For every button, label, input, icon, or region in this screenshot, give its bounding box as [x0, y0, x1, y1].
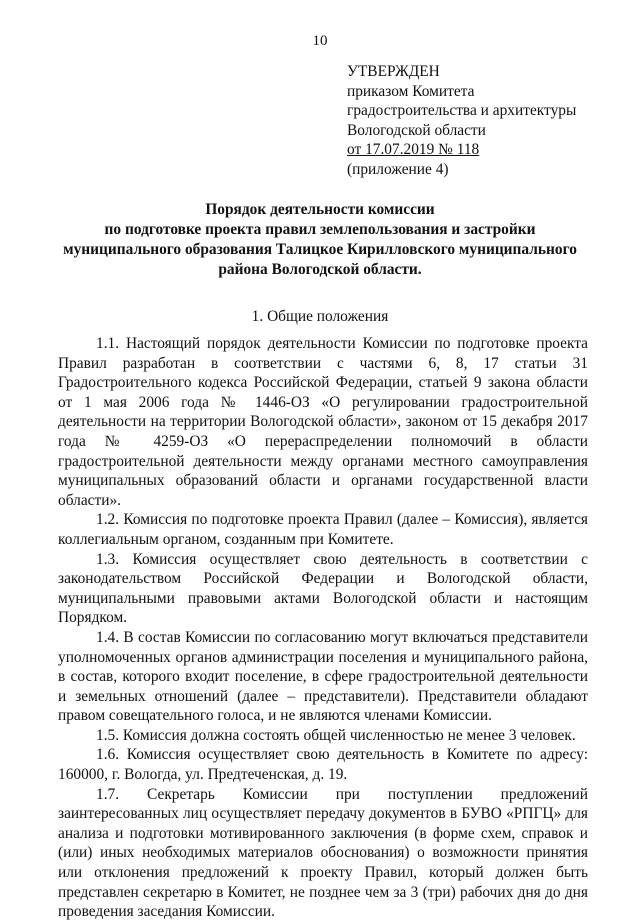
page-number: 10 [312, 33, 328, 49]
paragraph-1-2: 1.2. Комиссия по подготовке проекта Правил (далее – Комиссия), является коллегиальным органом, созданным при Комитете. [58, 511, 588, 548]
paragraph-1-5: 1.5. Комиссия должна состоять общей численностью не менее 3 человек. [96, 726, 576, 744]
title-line-1: Порядок деятельности комиссии [205, 201, 435, 218]
paragraph-1-4: 1.4. В состав Комиссии по согласованию могут включаться представители уполномоченных органов администрации поселения и муниципального района, в состав, которого входит поселение, в сфере градостроительной деятельности и земельных отношений (далее – представители). Представители обладают правом совещательного голоса, и не являются членами Комиссии. [58, 628, 588, 725]
title-line-2: по подготовке проекта правил землепользования и застройки [104, 221, 536, 238]
title-line-3: муниципального образования Талицкое Кирилловского муниципального [63, 241, 577, 258]
approval-date-number: от 17.07.2019 № 118 [347, 141, 480, 158]
document-body [58, 334, 588, 922]
document-title [40, 200, 600, 280]
paragraph-1-7: 1.7. Секретарь Комиссии при поступлении предложений заинтересованных лиц осуществляет передачу документов в БУВО «РПГЦ» для анализа и подготовки мотивированного заключения (в форме схем, справок и (или) иных необходимых материалов обоснования) о возможности принятия или отклонения предложений к проекту Правил, который должен быть представлен секретарю в Комитет, не позднее чем за 3 (три) рабочих дня до дня проведения заседания Комиссии. [58, 785, 588, 921]
paragraph-1-1: 1.1. Настоящий порядок деятельности Комиссии по подготовке проекта Правил разработан в соответствии с частями 6, 8, 17 статьи 31 Градостроительного кодекса Российской Федерации, статьей 9 закона области от 1 мая 2006 года № 1446-ОЗ «О регулировании градостроительной деятельности на территории Вологодской области», законом от 15 декабря 2017 года № 4259-ОЗ «О перераспределении полномочий в области градостроительной деятельности между органами местного самоуправления муниципальных образований области и органами государственной власти области». [58, 335, 588, 509]
approval-line-2: градостроительства и архитектуры [347, 102, 577, 119]
approval-status: УТВЕРЖДЕН [347, 63, 440, 80]
approval-line-1: приказом Комитета [347, 82, 475, 100]
paragraph-1-3: 1.3. Комиссия осуществляет свою деятельность в соответствии с законодательством Российской Федерации и Вологодской области, муниципальными правовыми актами Вологодской области и настоящим Порядком. [58, 550, 588, 627]
approval-block [347, 62, 617, 179]
approval-line-3: Вологодской области [347, 121, 486, 139]
approval-appendix: (приложение 4) [347, 160, 449, 178]
title-line-4: района Вологодской области. [218, 261, 422, 278]
section-heading: 1. Общие положения [251, 308, 389, 325]
paragraph-1-6: 1.6. Комиссия осуществляет свою деятельность в Комитете по адресу: 160000, г. Вологда, ул. Предтеченская, д. 19. [58, 746, 588, 784]
